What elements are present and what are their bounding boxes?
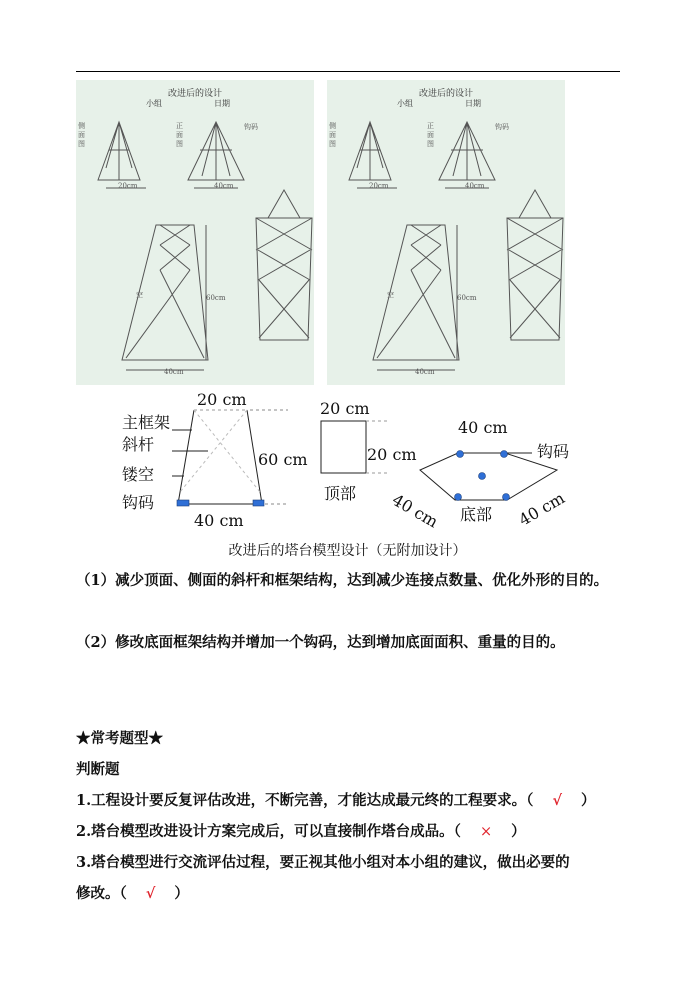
sketch-note-side: 侧面图 xyxy=(78,122,85,148)
base-left-dim: 40 cm xyxy=(389,490,442,532)
label-hook: 钩码 xyxy=(122,493,155,512)
question-3-line-2 xyxy=(76,882,189,903)
question-close: ） xyxy=(174,885,189,902)
sketch-note-side: 侧面图 xyxy=(329,122,336,148)
base-label: 底部 xyxy=(460,505,493,524)
base-hook-label: 钩码 xyxy=(537,442,570,461)
question-text: 修改。（ xyxy=(76,885,127,902)
base-right-dim: 40 cm xyxy=(515,488,568,530)
tower-design-diagram xyxy=(110,388,600,533)
sketch-note-space: 空 xyxy=(387,291,394,299)
label-diagonal: 斜杆 xyxy=(122,435,155,454)
design-sketch-left xyxy=(76,80,314,385)
section-title: ★常考题型★ xyxy=(76,730,163,747)
sketch-dim-height: 60cm xyxy=(457,294,477,302)
sketch-dim-top: 20cm xyxy=(369,182,389,190)
improvement-point-2: （2）修改底面框架结构并增加一个钩码，达到增加底面面积、重量的目的。 xyxy=(76,634,565,651)
cross-mark-icon: × xyxy=(479,824,493,840)
side-height-dim: 60 cm xyxy=(258,450,308,469)
label-main-frame: 主框架 xyxy=(122,413,171,432)
question-text: 2.塔台模型改进设计方案完成后，可以直接制作塔台成品。（ xyxy=(76,823,461,840)
question-3-line-1: 3.塔台模型进行交流评估过程，要正视其他小组对本小组的建议，做出必要的 xyxy=(76,854,570,871)
sketch-group-label: 小组 xyxy=(397,99,413,108)
sketch-dim-base: 40cm xyxy=(164,368,184,376)
check-mark-icon: √ xyxy=(145,885,156,902)
sketch-dim-mid: 40cm xyxy=(465,182,485,190)
sketch-date-label: 日期 xyxy=(465,99,481,108)
sketch-title: 改进后的设计 xyxy=(418,89,473,99)
design-sketch-right xyxy=(327,80,565,385)
label-hollow: 镂空 xyxy=(122,465,155,484)
sketch-note-hook: 钩码 xyxy=(244,123,258,131)
top-label: 顶部 xyxy=(324,484,357,503)
sketch-group-label: 小组 xyxy=(146,99,162,108)
question-close: ） xyxy=(581,792,596,809)
sketch-note-front: 正面图 xyxy=(176,122,183,148)
check-mark-icon: √ xyxy=(552,792,562,809)
subsection-title: 判断题 xyxy=(76,761,120,778)
sketch-note-hook: 钩码 xyxy=(495,123,509,131)
side-top-dim: 20 cm xyxy=(197,390,247,409)
figure-caption: 改进后的塔台模型设计（无附加设计） xyxy=(228,543,467,559)
top-height-dim: 20 cm xyxy=(367,445,417,464)
question-1 xyxy=(76,789,596,810)
question-text: 1.工程设计要反复评估改进，不断完善，才能达成最元终的工程要求。（ xyxy=(76,792,534,809)
improvement-point-1: （1）减少顶面、侧面的斜杆和框架结构，达到减少连接点数量、优化外形的目的。 xyxy=(76,572,609,589)
question-close: ） xyxy=(511,823,526,840)
sketch-dim-base: 40cm xyxy=(415,368,435,376)
sketch-title: 改进后的设计 xyxy=(167,89,222,99)
sketch-dim-mid: 40cm xyxy=(214,182,234,190)
header-rule xyxy=(76,71,620,72)
side-bottom-dim: 40 cm xyxy=(194,511,244,530)
sketch-dim-top: 20cm xyxy=(118,182,138,190)
base-width-dim: 40 cm xyxy=(458,418,508,437)
sketch-drawing xyxy=(76,80,314,385)
question-2 xyxy=(76,820,526,841)
top-width-dim: 20 cm xyxy=(320,399,370,418)
sketch-note-front: 正面图 xyxy=(427,122,434,148)
sketch-dim-height: 60cm xyxy=(206,294,226,302)
sketch-date-label: 日期 xyxy=(214,99,230,108)
sketch-note-space: 空 xyxy=(136,291,143,299)
sketch-drawing xyxy=(327,80,565,385)
